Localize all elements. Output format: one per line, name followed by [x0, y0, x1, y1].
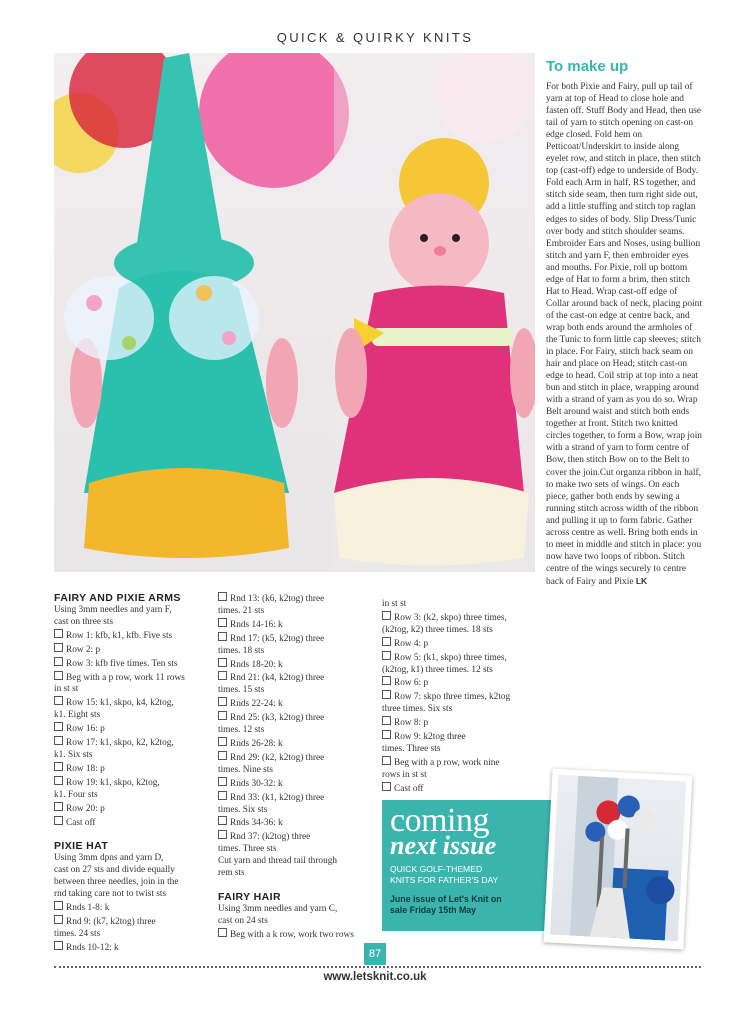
checklist-item: Rnds 10-12: k — [54, 941, 216, 955]
checkbox-icon[interactable] — [54, 816, 63, 825]
pixie-arm-right — [266, 338, 298, 428]
checkbox-icon[interactable] — [382, 651, 391, 660]
checkbox-icon[interactable] — [54, 915, 63, 924]
checkbox-icon[interactable] — [54, 901, 63, 910]
checkbox-icon[interactable] — [218, 751, 227, 760]
checkbox-icon[interactable] — [382, 716, 391, 725]
checklist-item: Beg with a k row, work two rows — [218, 928, 380, 942]
fairy-hair-heading: FAIRY HAIR — [218, 890, 281, 903]
checklist-item: Rnds 1-8: k — [54, 901, 216, 915]
checklist-item: Row 8: p — [382, 716, 544, 730]
knitted-toys-illustration — [54, 53, 535, 572]
checklist-item: Rnd 21: (k4, k2tog) three — [218, 671, 380, 685]
checkbox-icon[interactable] — [54, 657, 63, 666]
checkbox-icon[interactable] — [54, 722, 63, 731]
checklist-item: Row 4: p — [382, 637, 544, 651]
checklist-item: Cast off — [54, 816, 216, 830]
checkbox-icon[interactable] — [54, 629, 63, 638]
pattern-column-3: in st st Row 3: (k2, skpo) three times, (k2tog, k2) three times. 18 sts Row 4: p Row 5: (k1, skpo) three times, (k2tog, k1) three times. 12 sts Row 6: p Row 7: skpo three times, k2tog three times. Six sts Row 8: p Row 9: k2tog three times. Three sts Beg with a p row, work nine rows in st st Cast off — [382, 599, 544, 796]
main-photo — [54, 53, 535, 572]
checkbox-icon[interactable] — [218, 632, 227, 641]
checklist-item: Row 17: k1, skpo, k2, k2tog, — [54, 736, 216, 750]
checkbox-icon[interactable] — [54, 643, 63, 652]
next-issue-promo[interactable] — [382, 800, 553, 931]
checkbox-icon[interactable] — [218, 791, 227, 800]
checkbox-icon[interactable] — [382, 782, 391, 791]
checklist-item: Row 16: p — [54, 722, 216, 736]
make-up-title: To make up — [546, 58, 629, 75]
checklist-item: Row 5: (k1, skpo) three times, — [382, 651, 544, 665]
checklist-item: Rnd 29: (k2, k2tog) three — [218, 751, 380, 765]
pink-flower-shape — [199, 53, 349, 188]
checkbox-icon[interactable] — [382, 730, 391, 739]
checkbox-icon[interactable] — [54, 696, 63, 705]
checkbox-icon[interactable] — [382, 756, 391, 765]
checklist-item: Row 7: skpo three times, k2tog — [382, 690, 544, 704]
checklist-item: Rnd 17: (k5, k2tog) three — [218, 632, 380, 646]
checkbox-icon[interactable] — [218, 697, 227, 706]
checkbox-icon[interactable] — [54, 802, 63, 811]
checklist-item: Cast off — [382, 782, 544, 796]
checkbox-icon[interactable] — [218, 711, 227, 720]
golf-bag-illustration — [550, 775, 686, 941]
checkbox-icon[interactable] — [54, 941, 63, 950]
checkbox-icon[interactable] — [54, 736, 63, 745]
fairy-head-shape — [389, 193, 489, 293]
checkbox-icon[interactable] — [218, 928, 227, 937]
fairy-base-shape — [334, 478, 529, 566]
magazine-section-header: QUICK & QUIRKY KNITS — [276, 30, 474, 45]
checkbox-icon[interactable] — [54, 762, 63, 771]
page-number: 87 — [364, 943, 386, 965]
checkbox-icon[interactable] — [382, 676, 391, 685]
promo-coming-text: coming — [390, 802, 489, 839]
pattern-column-1: FAIRY AND PIXIE ARMS Using 3mm needles and yarn F, cast on three sts Row 1: kfb, k1, kfb. Five sts Row 2: p Row 3: kfb five times. Ten sts Beg with a p row, work 11 rows in st st Row 15: k1, skpo, k4, k2tog, k1. Eight sts Row 16: p Row 17: k1, skpo, k2, k2tog, k1. Six sts Row 18: p Row 19: k1, skpo, k2tog, k1. Four sts Row 20: p Cast off PIXIE HAT Using 3mm dpns and yarn D, cast on 27 sts and divide equally between three needles, join in the rnd taking care not to twist sts Rnds 1-8: k Rnd 9: (k7, k2tog) three times. 24 sts Rnds 10-12: k — [54, 592, 216, 955]
pattern-column-2: Rnd 13: (k6, k2tog) three times. 21 sts Rnds 14-16: k Rnd 17: (k5, k2tog) three times. 18 sts Rnds 18-20: k Rnd 21: (k4, k2tog) three times. 15 sts Rnds 22-24: k Rnd 25: (k3, k2tog) three times. 12 sts Rnds 26-28: k Rnd 29: (k2, k2tog) three times. Nine sts Rnds 30-32: k Rnd 33: (k1, k2tog) three times. Six sts Rnds 34-36: k Rnd 37: (k2tog) three times. Three sts Cut yarn and thread tail through rem sts FAIRY HAIR Using 3mm needles and yarn C, cast on 24 sts Beg with a k row, work two rows — [218, 592, 380, 942]
checkbox-icon[interactable] — [54, 776, 63, 785]
checkbox-icon[interactable] — [218, 737, 227, 746]
checklist-item: Row 1: kfb, k1, kfb. Five sts — [54, 629, 216, 643]
checklist-item: Row 2: p — [54, 643, 216, 657]
checkbox-icon[interactable] — [382, 637, 391, 646]
checklist-item: Rnd 9: (k7, k2tog) three — [54, 915, 216, 929]
checklist-item: Rnds 26-28: k — [218, 737, 380, 751]
promo-golf-photo — [544, 768, 693, 949]
checklist-item: Row 15: k1, skpo, k4, k2tog, — [54, 696, 216, 710]
signoff-logo: LK — [635, 575, 648, 586]
checklist-item: Rnds 18-20: k — [218, 658, 380, 672]
checklist-item: Row 6: p — [382, 676, 544, 690]
checkbox-icon[interactable] — [382, 690, 391, 699]
checklist-item: Rnds 22-24: k — [218, 697, 380, 711]
checklist-item: Rnds 14-16: k — [218, 618, 380, 632]
promo-on-sale-text: June issue of Let's Knit on sale Friday 15th May — [390, 894, 502, 915]
pixie-wing-left — [64, 276, 154, 360]
pixie-wing-right — [169, 276, 259, 360]
checklist-item: Beg with a p row, work nine — [382, 756, 544, 770]
checkbox-icon[interactable] — [218, 816, 227, 825]
checklist-item: Row 3: kfb five times. Ten sts — [54, 657, 216, 671]
checklist-item: Row 18: p — [54, 762, 216, 776]
footer-divider — [54, 966, 701, 968]
checklist-item: Row 3: (k2, skpo) three times, — [382, 611, 544, 625]
checklist-item: Rnd 25: (k3, k2tog) three — [218, 711, 380, 725]
checklist-item: Beg with a p row, work 11 rows — [54, 671, 216, 685]
make-up-section — [546, 58, 702, 588]
pixie-base-shape — [84, 468, 289, 558]
checkbox-icon[interactable] — [382, 611, 391, 620]
checkbox-icon[interactable] — [218, 658, 227, 667]
checkbox-icon[interactable] — [218, 830, 227, 839]
fairy-belt-shape — [372, 328, 512, 346]
website-link[interactable]: www.letsknit.co.uk — [323, 971, 427, 983]
checkbox-icon[interactable] — [218, 777, 227, 786]
arms-heading: FAIRY AND PIXIE ARMS — [54, 592, 181, 604]
checklist-item: Rnd 33: (k1, k2tog) three — [218, 791, 380, 805]
promo-subtitle: QUICK GOLF-THEMED KNITS FOR FATHER'S DAY — [390, 864, 499, 885]
checklist-item: Rnds 34-36: k — [218, 816, 380, 830]
checklist-item: Row 20: p — [54, 802, 216, 816]
checkbox-icon[interactable] — [54, 671, 63, 680]
checklist-item: Row 19: k1, skpo, k2tog, — [54, 776, 216, 790]
make-up-body: For both Pixie and Fairy, pull up tail of yarn at top of Head to close hole and fasten off. Stuff Body and Head, then use tail of yarn to stitch opening on cast-on edge closed. Fold hem on Petticoat/Underskirt to inside along eyelet row, and stitch in place, then stitch top (cast-off) edge to underside of Body. Fold each Arm in half, RS together, and stitch side seam, then turn right side out, add a little stuffing and stitch top raglan edges to sides of body. Slip Dress/Tunic over body and stitch shoulder seams. Embroider Ears and Noses, using bullion stitch and yarn F, then embroider eyes and mouths. For Pixie, roll up bottom edge of Hat to form a brim, then stitch Hat to Head. Wrap cast-off edge of Collar around back of neck, placing point of the cast-on edge at centre back, and wrap both ends around the armholes of the Tunic to form little cap sleeves; stitch in place. For Fairy, stitch back seam on hair and place on Head; stitch cast-on edge to head. Coil strip at top into a neat bun and stitch in place, wrapping around with a strand of yarn as you do so. Wrap Belt around waist and stitch both ends together at front. Stitch two knitted circles together, to form a Bow, wrap join with a strand of yarn to form centre of Bow, then stitch Bow on to the Belt to cover the join.Cut organza ribbon in half, to make two sets of wings. On each piece, gather both ends by sewing a running stitch across width of the ribbon and pulling it up to form fabric. Gather across centre as well. Bring both ends in to meet in middle and stitch in place: you now have two loops of ribbon. Stitch centre of the wings securely to centre back of Fairy and Pixie LK — [546, 82, 702, 587]
checkbox-icon[interactable] — [218, 592, 227, 601]
promo-next-issue-text: next issue — [390, 831, 497, 860]
checkbox-icon[interactable] — [218, 671, 227, 680]
checklist-item: Rnd 37: (k2tog) three — [218, 830, 380, 844]
pixie-hat-heading: PIXIE HAT — [54, 840, 109, 853]
checklist-item: Rnds 30-32: k — [218, 777, 380, 791]
checkbox-icon[interactable] — [218, 618, 227, 627]
checklist-item: Rnd 13: (k6, k2tog) three — [218, 592, 380, 606]
checklist-item: Row 9: k2tog three — [382, 730, 544, 744]
